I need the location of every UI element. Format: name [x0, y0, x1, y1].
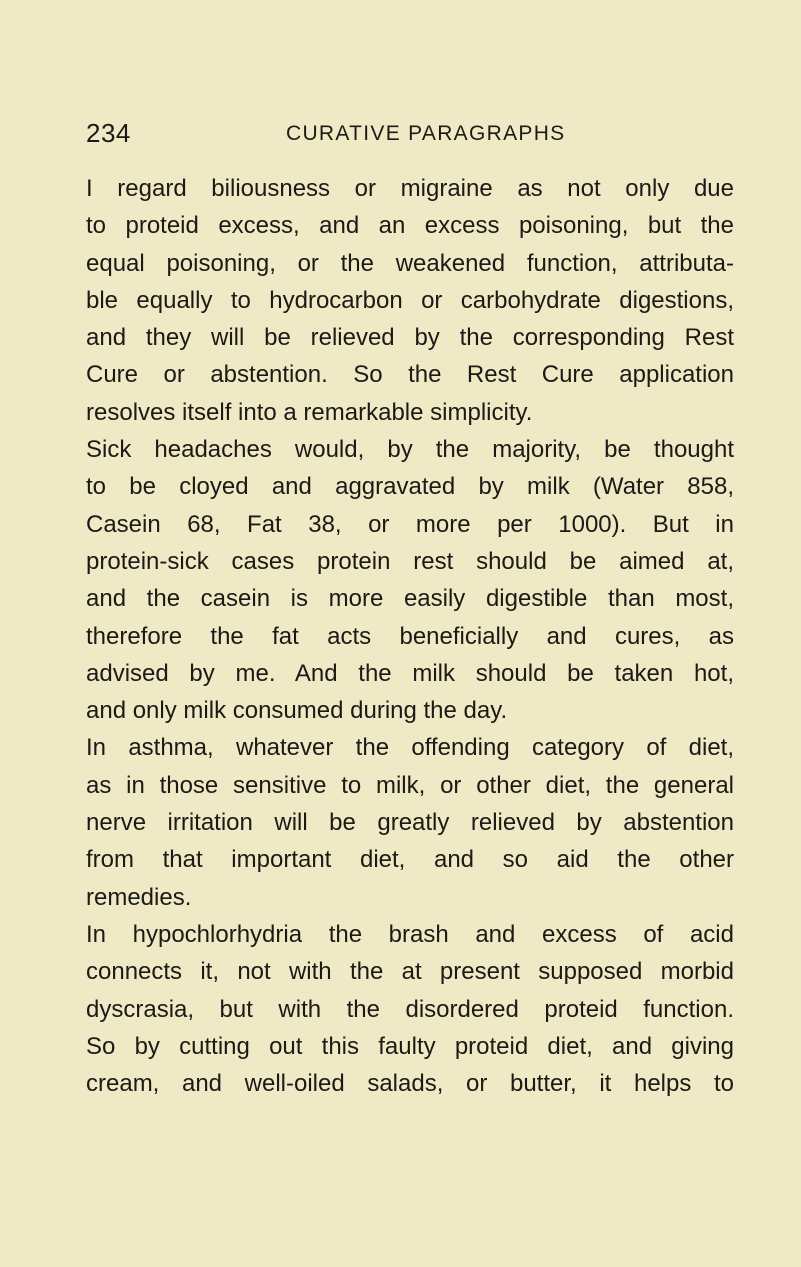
text-line: So by cutting out this faulty proteid diet, and giving	[86, 1032, 734, 1060]
text-line: and they will be relieved by the corresponding Rest	[86, 324, 734, 352]
text-line: to proteid excess, and an excess poisoning, but the	[86, 212, 734, 240]
text-line: protein-sick cases protein rest should be aimed at,	[86, 547, 734, 575]
page-number: 234	[86, 118, 131, 148]
text-line: In hypochlorhydria the brash and excess of acid	[86, 920, 734, 948]
text-line: as in those sensitive to milk, or other diet, the general	[86, 771, 734, 799]
page-header	[86, 118, 726, 154]
text-line: connects it, not with the at present supposed morbid	[86, 958, 734, 986]
text-line: from that important diet, and so aid the other	[86, 846, 734, 874]
text-line: In asthma, whatever the offending category of diet,	[86, 734, 734, 762]
text-line: and the casein is more easily digestible than most,	[86, 585, 734, 613]
text-line: Casein 68, Fat 38, or more per 1000). But in	[86, 510, 734, 538]
text-line: remedies.	[86, 883, 192, 911]
text-line: Sick headaches would, by the majority, be thought	[86, 436, 734, 464]
text-line: ble equally to hydrocarbon or carbohydrate digestions,	[86, 286, 734, 314]
text-line: therefore the fat acts beneficially and cures, as	[86, 622, 734, 650]
text-line: to be cloyed and aggravated by milk (Water 858,	[86, 473, 734, 501]
body-text	[86, 170, 734, 1102]
text-line: Cure or abstention. So the Rest Cure application	[86, 361, 734, 389]
text-line: equal poisoning, or the weakened function, attributa-	[86, 249, 734, 277]
text-line: and only milk consumed during the day.	[86, 697, 508, 725]
text-line: I regard biliousness or migraine as not only due	[86, 175, 734, 202]
text-line: resolves itself into a remarkable simplicity.	[86, 398, 533, 426]
text-line: dyscrasia, but with the disordered proteid function.	[86, 995, 734, 1023]
text-line: cream, and well-oiled salads, or butter, it helps to	[86, 1070, 734, 1098]
text-line: nerve irritation will be greatly relieved by abstention	[86, 809, 734, 837]
text-line: advised by me. And the milk should be taken hot,	[86, 659, 734, 687]
running-head: CURATIVE PARAGRAPHS	[286, 122, 566, 145]
